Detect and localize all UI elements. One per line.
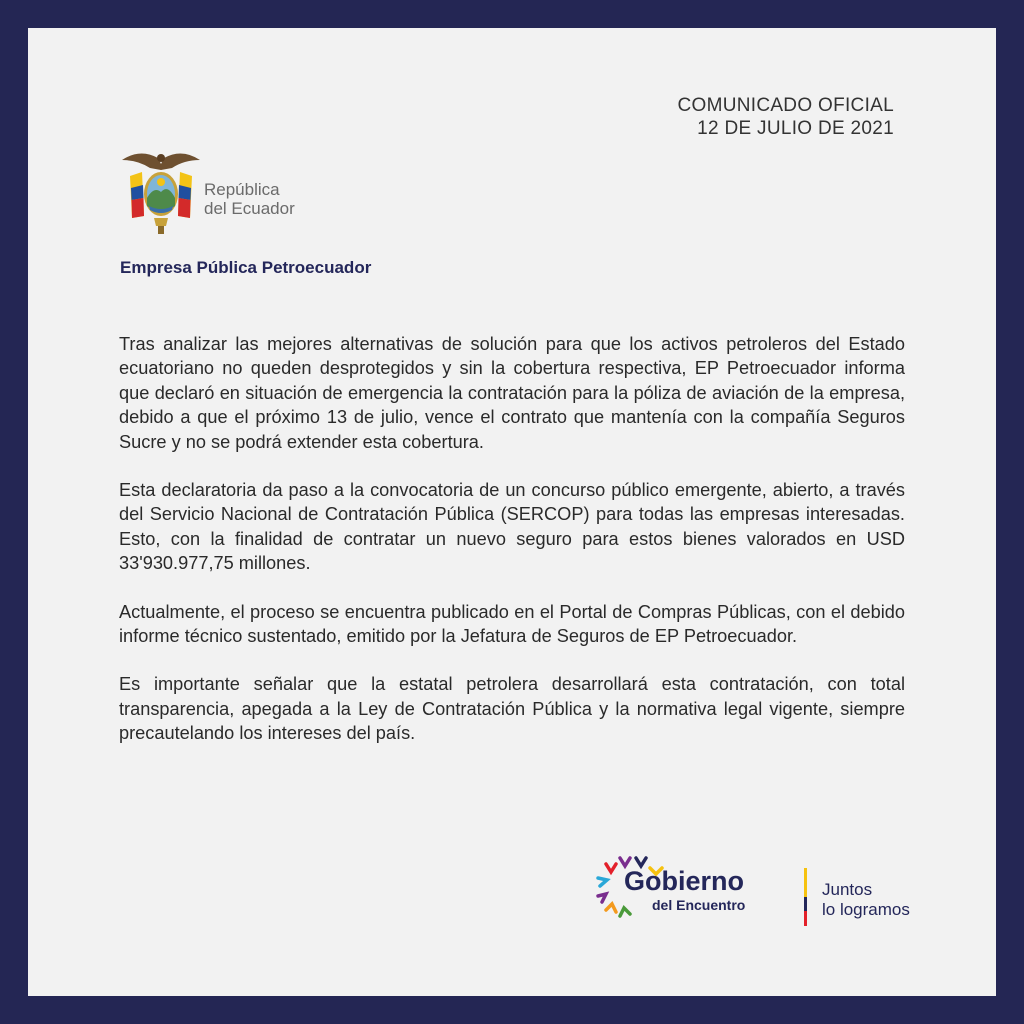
government-name-line1: República — [204, 180, 280, 199]
ecuador-coat-of-arms-icon — [120, 146, 202, 238]
document-sheet — [28, 28, 996, 996]
tricolor-divider — [804, 868, 807, 926]
slogan — [822, 880, 910, 920]
slogan-line2: lo logramos — [822, 900, 910, 919]
body-paragraph-4: Es importante señalar que la estatal petrolera desarrollará esta contratación, con total transparencia, apegada a la Ley de Contratación Pública y la normativa legal vigente, siempre precautelando los intereses del país. — [119, 674, 905, 744]
communique-body — [119, 332, 905, 770]
body-paragraph-3: Actualmente, el proceso se encuentra publicado en el Portal de Compras Públicas, con el debido informe técnico sustentado, emitido por la Jefatura de Seguros de EP Petroecuador. — [119, 601, 905, 647]
organization-name: Empresa Pública Petroecuador — [120, 258, 372, 277]
header-meta — [677, 94, 894, 140]
government-name-line2: del Ecuador — [204, 199, 295, 218]
government-name — [204, 180, 295, 218]
brand-word: Gobierno — [624, 866, 744, 896]
body-paragraph-2: Esta declaratoria da paso a la convocatoria de un concurso público emergente, abierto, a través del Servicio Nacional de Contratación Pública (SERCOP) para todas las empresas interesadas. Esto, con la finalidad de contratar un nuevo seguro para estos bienes valorados en USD 33'930.977,75 millones. — [119, 480, 905, 574]
brand-subtitle: del Encuentro — [652, 897, 746, 913]
gobierno-del-encuentro-logo — [596, 846, 916, 932]
body-paragraph-1: Tras analizar las mejores alternativas de solución para que los activos petroleros del Estado ecuatoriano no queden desprotegidos y sin la cobertura respectiva, EP Petroecuador informa que declaró en situación de emergencia la contratación para la póliza de aviación de la empresa, debido a que el próximo 13 de julio, vence el contrato que mantenía con la compañía Seguros Sucre y no se podrá extender esta cobertura. — [119, 334, 905, 452]
document-date: 12 DE JULIO DE 2021 — [697, 118, 894, 139]
slogan-line1: Juntos — [822, 880, 873, 899]
government-logo — [120, 146, 320, 238]
document-type: COMUNICADO OFICIAL — [677, 95, 894, 116]
